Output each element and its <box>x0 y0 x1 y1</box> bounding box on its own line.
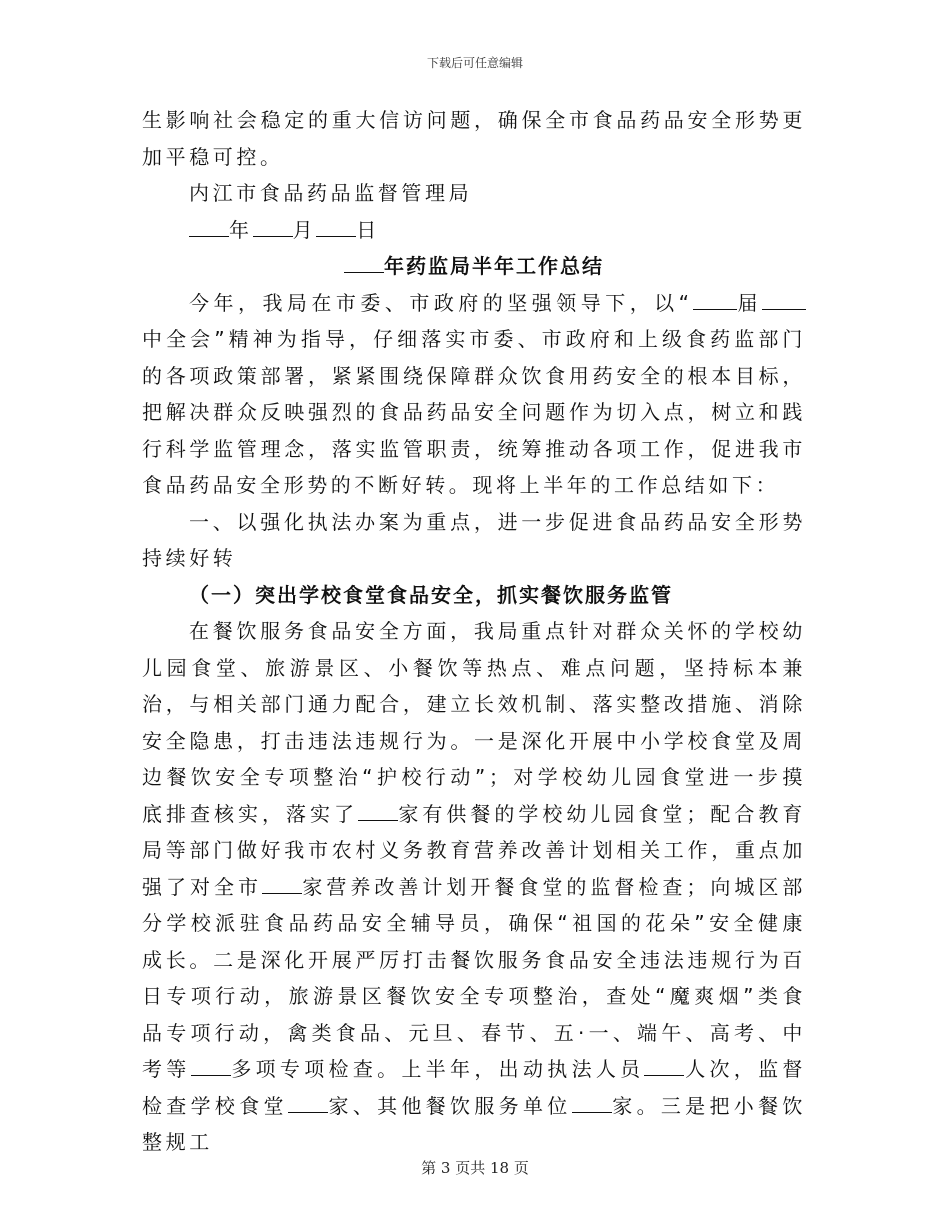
blank-count <box>358 802 398 821</box>
page-header: 下载后可任意编辑 <box>426 56 523 70</box>
blank-year <box>189 218 229 237</box>
subsection-heading: （一）突出学校食堂食品安全，抓实餐饮服务监管 <box>189 582 673 607</box>
blank-plenary <box>762 291 806 310</box>
blank-count <box>644 1057 684 1076</box>
page-footer: 第 3 页共 18 页 <box>421 1159 529 1177</box>
blank-title-year <box>344 254 384 273</box>
document-title: 年药监局半年工作总结 <box>142 248 806 285</box>
blank-month <box>253 218 293 237</box>
blank-count <box>288 1094 328 1113</box>
section-heading: 一、以强化执法办案为重点，进一步促进食品药品安全形势持续好转 <box>142 509 806 570</box>
signature-date: 年 月 日 <box>142 212 806 249</box>
blank-count <box>262 875 302 894</box>
signature-org: 内江市食品药品监督管理局 <box>189 181 473 205</box>
blank-session <box>693 291 737 310</box>
blank-count <box>572 1094 612 1113</box>
blank-count <box>191 1057 231 1076</box>
blank-day <box>316 218 356 237</box>
page-content <box>142 102 806 1161</box>
intro-paragraph: 今年，我局在市委、市政府的坚强领导下，以“ 届中全会”精神为指导，仔细落实市委、市政府和上级食药监部门的各项政策部署，紧紧围绕保障群众饮食用药安全的根本目标，把解决群众反映强烈的食品药品安全问题作为切入点，树立和践行科学监管理念，落实监管职责，统筹推动各项工作，促进我市食品药品安全形势的不断好转。现将上半年的工作总结如下： <box>142 290 806 497</box>
carryover-paragraph: 生影响社会稳定的重大信访问题，确保全市食品药品安全形势更加平稳可控。 <box>142 108 806 169</box>
body-paragraph: 在餐饮服务食品安全方面，我局重点针对群众关怀的学校幼儿园食堂、旅游景区、小餐饮等热点、难点问题，坚持标本兼治，与相关部门通力配合，建立长效机制、落实整改措施、消除安全隐患，打击违法违规行为。一是深化开展中小学校食堂及周边餐饮安全专项整治“护校行动”；对学校幼儿园食堂进一步摸底排查核实，落实了 家有供餐的学校幼儿园食堂；配合教育局等部门做好我市农村义务教育营养改善计划相关工作，重点加强了对全市 家营养改善计划开餐食堂的监督检查；向城区部分学校派驻食品药品安全辅导员，确保“祖国的花朵”安全健康成长。二是深化开展严厉打击餐饮服务食品安全违法违规行为百日专项行动，旅游景区餐饮安全专项整治，查处“魔爽烟”类食品专项行动，禽类食品、元旦、春节、五·一、端午、高考、中考等 多项专项检查。上半年，出动执法人员 人次，监督检查学校食堂 家、其他餐饮服务单位 家。三是把小餐饮整规工 <box>142 619 807 1154</box>
